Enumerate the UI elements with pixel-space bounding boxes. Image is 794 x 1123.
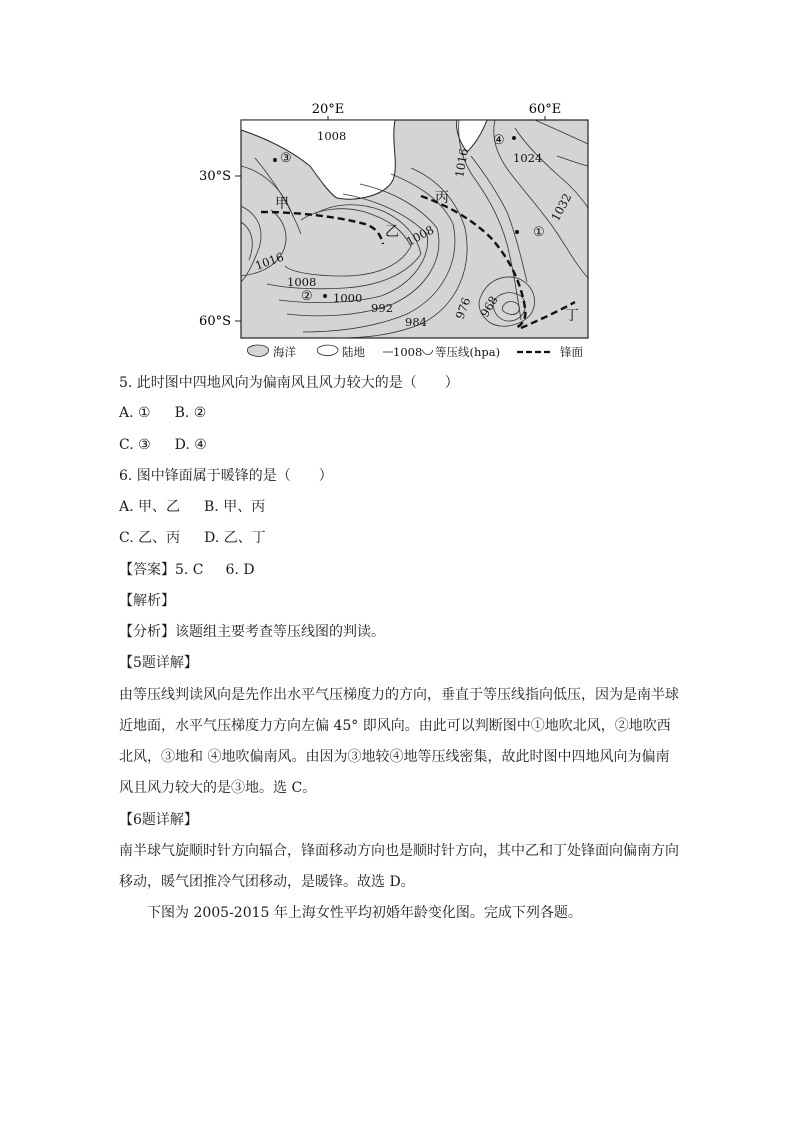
answer-line (119, 561, 255, 579)
lat-label-30s: 30°S (199, 169, 231, 184)
isobar-label: 1008 (403, 222, 437, 249)
legend-isobar-label: 等压线(hpa) (435, 345, 501, 359)
q5-options-row-1 (119, 404, 206, 422)
answer-label: 【答案】 (119, 562, 175, 578)
q6-option-a[interactable]: A. 甲、乙 (119, 499, 181, 515)
q6-option-b[interactable]: B. 甲、丙 (204, 499, 266, 515)
analysis-heading: 【解析】 (119, 593, 175, 609)
legend-front-label: 锋面 (560, 345, 583, 359)
isobar-map (195, 98, 595, 363)
lon-label-60e: 60°E (528, 102, 562, 117)
front-label-yi: 乙 (385, 224, 399, 240)
q5-stem: 5. 此时图中四地风向为偏南风且风力较大的是（ ） (119, 375, 459, 391)
detail5-heading: 【5题详解】 (119, 655, 198, 671)
isobar-label: 1008 (317, 129, 347, 143)
q6-option-c[interactable]: C. 乙、丙 (119, 530, 181, 546)
isobar-label: 1032 (548, 190, 575, 224)
isobar-label: 968 (477, 293, 501, 320)
q6-options-row-1 (119, 498, 265, 516)
q6-options-row-2 (119, 529, 266, 547)
isobar-label: 1000 (333, 291, 363, 305)
q5-options-row-2 (119, 436, 207, 454)
point-1: ① (533, 225, 545, 240)
q6-option-d[interactable]: D. 乙、丁 (204, 530, 266, 546)
analysis-text: 该题组主要考查等压线图的判读。 (175, 624, 385, 640)
isobar-label: 984 (405, 315, 427, 329)
isobar-label: 992 (371, 301, 393, 315)
lat-label-60s: 60°S (199, 314, 231, 329)
isobar-label: 1024 (513, 151, 543, 165)
isobar-map-figure (195, 98, 595, 363)
answer-item-5: 5. C (175, 562, 204, 578)
q5-option-b[interactable]: B. ② (174, 405, 207, 421)
lon-label-20e: 20°E (311, 102, 345, 117)
q5-option-a[interactable]: A. ① (119, 405, 151, 421)
isobar-label: 1016 (452, 147, 472, 179)
point-2: ② (301, 289, 313, 304)
isobar-label: 1008 (287, 275, 317, 289)
q6-stem: 6. 图中锋面属于暖锋的是（ ） (119, 468, 333, 484)
q5-option-d[interactable]: D. ④ (174, 437, 207, 453)
answer-item-6: 6. D (225, 562, 255, 578)
front-label-bing: 丙 (435, 190, 449, 206)
detail6-heading: 【6题详解】 (119, 812, 198, 828)
detail5-text: 由等压线判读风向是先作出水平气压梯度力的方向，垂直于等压线指向低压，因为是南半球近地面，水平气压梯度力方向左偏 45° 即风向。由此可以判断图中①地吹北风，②地吹西北风，③地和 ④地吹偏南风。由因为③地较④地等压线密集，故此时图中四地风向为偏南风且风力较大的是③地。选 C。 (119, 687, 679, 796)
analysis-line (119, 623, 385, 641)
detail6-text: 南半球气旋顺时针方向辐合，锋面移动方向也是顺时针方向，其中乙和丁处锋面向偏南方向移动，暖气团推冷气团移动，是暖锋。故选 D。 (119, 843, 679, 890)
q5-option-c[interactable]: C. ③ (119, 437, 151, 453)
intro-text: 下图为 2005-2015 年上海女性平均初婚年龄变化图。完成下列各题。 (147, 905, 582, 921)
analysis-label: 【分析】 (119, 624, 175, 640)
front-label-jia: 甲 (275, 196, 289, 212)
isobar-label: 976 (452, 295, 474, 322)
legend-ocean-label: 海洋 (273, 345, 296, 359)
map-legend (247, 345, 583, 359)
front-label-ding: 丁 (565, 308, 579, 324)
isobar-label: 1016 (253, 249, 286, 273)
point-3: ③ (280, 151, 292, 166)
legend-isobar-value: 1008 (393, 345, 423, 359)
point-4: ④ (493, 133, 505, 148)
legend-land-label: 陆地 (342, 345, 365, 359)
